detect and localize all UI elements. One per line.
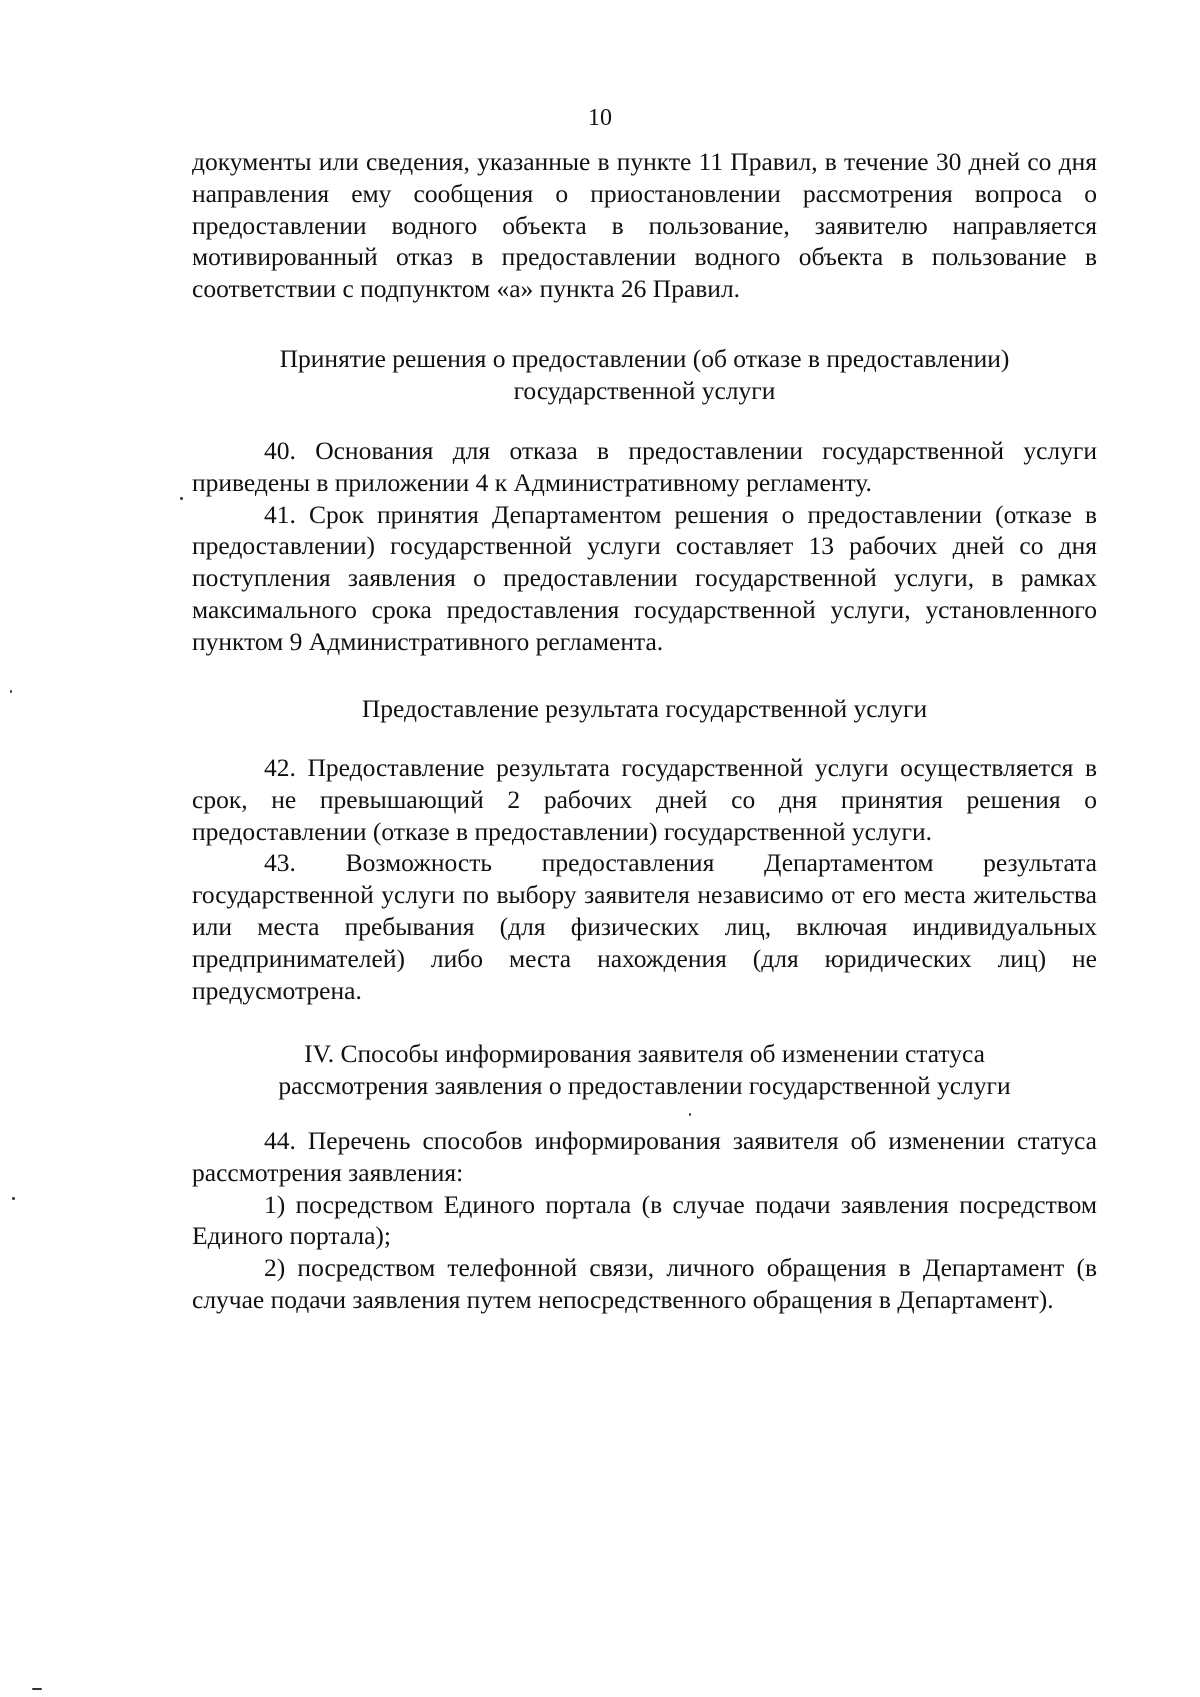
section-heading-decision-line2: государственной услуги [513,375,776,405]
scan-speck [10,690,12,693]
decision-block [192,435,1097,658]
scan-speck [12,1197,15,1200]
scan-speck [180,497,183,500]
scan-speck [689,1113,691,1116]
informing-block [192,1125,1097,1316]
section-heading-result-line: Предоставление результата государственной услуги [361,694,928,723]
section-heading-iv-line1: IV. Способы информирования заявителя об изменении статуса [304,1039,985,1068]
list-item-2: 2) посредством телефонной связи, личного обращения в Департамент (в случае подачи заявления путем непосредственного обращения в Департамент). [192,1253,1097,1314]
result-block [192,752,1097,1006]
intro-block [192,146,1097,305]
scan-speck [32,1688,42,1690]
paragraph-41: 41. Срок принятия Департаментом решения о предоставлении (отказе в предоставлении) государственной услуги составляет 13 рабочих дней со дня поступления заявления о предоставлении государственной услуги, в рамках максимального срока предоставления государственной услуги, установленного пунктом 9 Административного регламента. [192,499,1097,656]
paragraph-42: 42. Предоставление результата государственной услуги осуществляется в срок, не превышающий 2 рабочих дней со дня принятия решения о предоставлении (отказе в предоставлении) государственной услуги. [192,753,1097,846]
paragraph-40: 40. Основания для отказа в предоставлении государственной услуги приведены в приложении 4 к Административному регламенту. [192,436,1097,497]
intro-paragraph: документы или сведения, указанные в пункте 11 Правил, в течение 30 дней со дня направления ему сообщения о приостановлении рассмотрения вопроса о предоставлении водного объекта в пользование, заявителю направляется мотивированный отказ в предоставлении водного объекта в пользование в соответствии с подпунктом «а» пункта 26 Правил. [192,147,1097,304]
paragraph-43: 43. Возможность предоставления Департаментом результата государственной услуги по выбору заявителя независимо от его места жительства или места пребывания (для физических лиц, включая индивидуальных предпринимателей) либо места нахождения (для юридических лиц) не предусмотрена. [192,848,1097,1005]
section-heading-decision [192,343,1097,407]
section-heading-iv-line2: рассмотрения заявления о предоставлении государственной услуги [278,1070,1011,1100]
section-heading-decision-line1: Принятие решения о предоставлении (об отказе в предоставлении) [279,344,1010,373]
paragraph-44: 44. Перечень способов информирования заявителя об изменении статуса рассмотрения заявления: [192,1126,1097,1187]
section-heading-iv [192,1038,1097,1102]
list-item-1: 1) посредством Единого портала (в случае подачи заявления посредством Единого портала); [192,1189,1097,1251]
page-number: 10 [588,105,612,131]
section-heading-result [192,693,1097,725]
